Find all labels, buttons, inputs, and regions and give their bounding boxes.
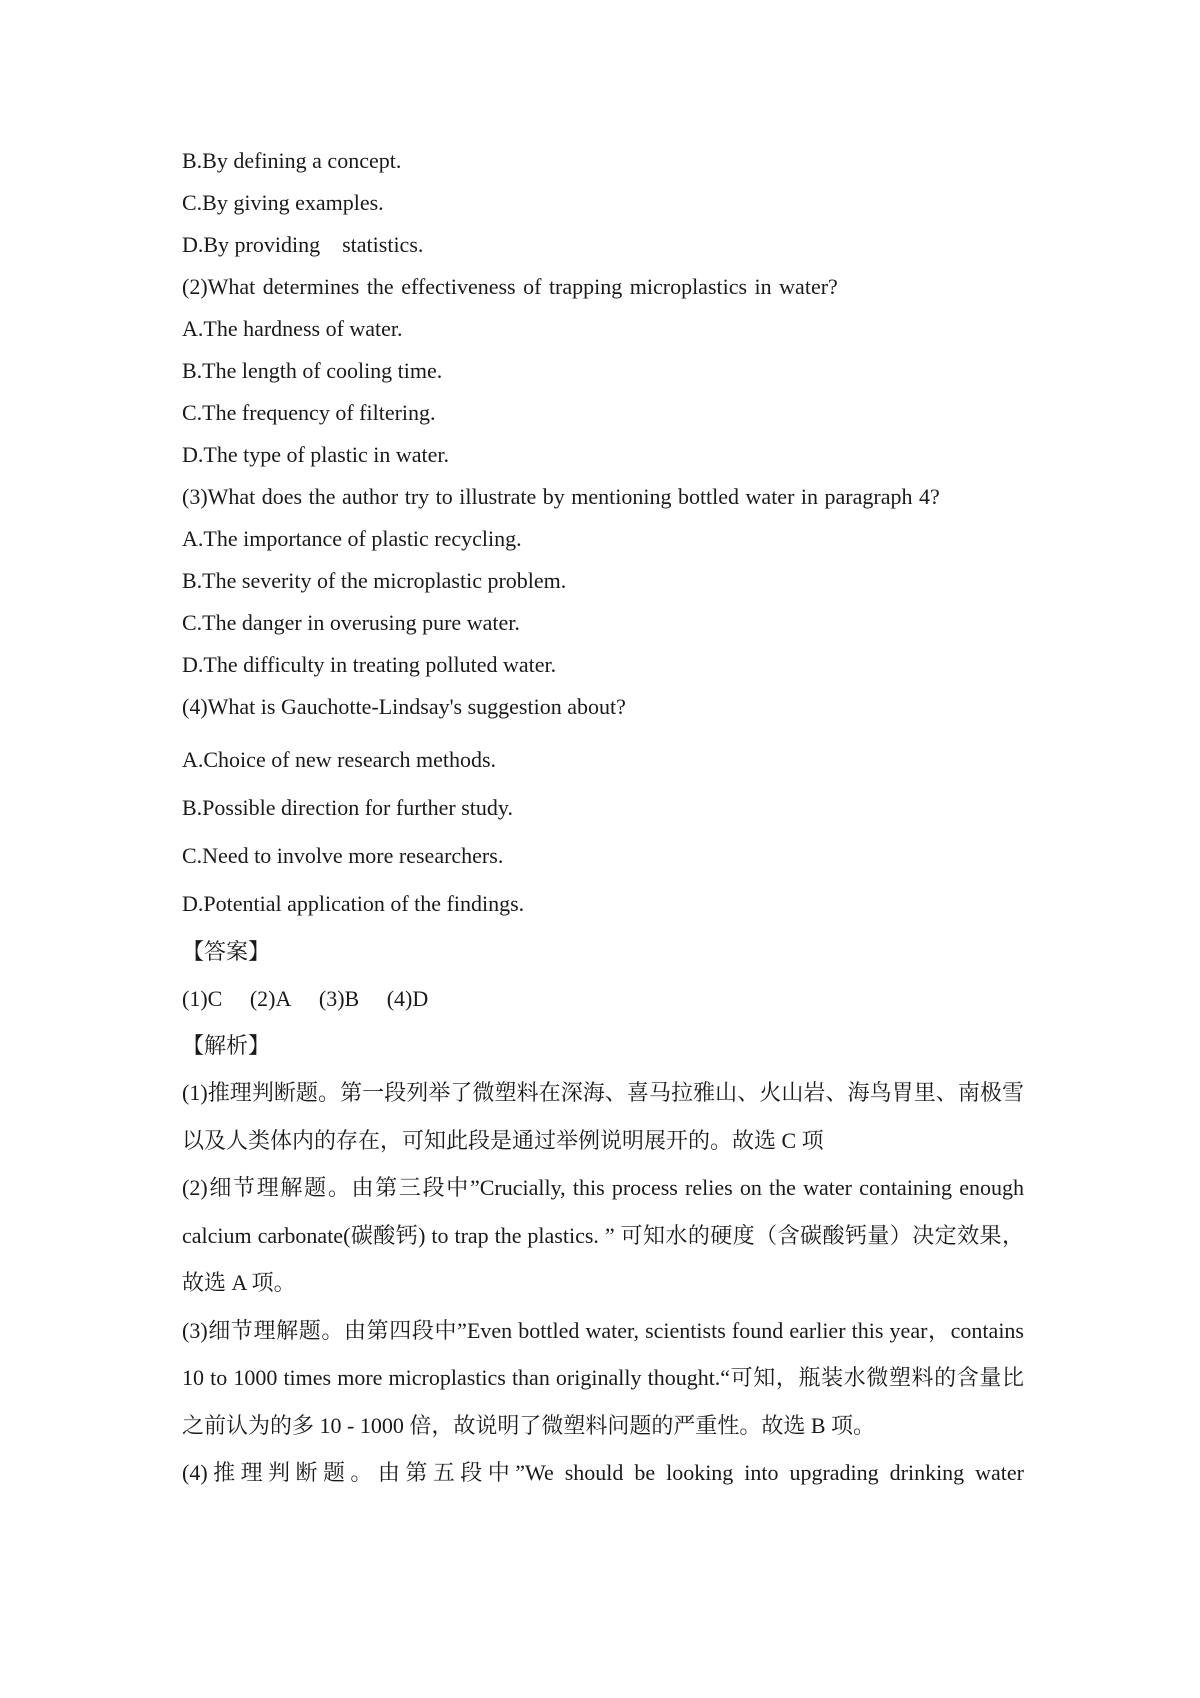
q2-option-b: B.The length of cooling time.	[182, 358, 443, 383]
answer-3: (3)B	[318, 986, 360, 1011]
q4-question: (4)What is Gauchotte-Lindsay's suggestion about?	[182, 694, 626, 719]
analysis-2: (2)细节理解题。由第三段中”Crucially, this process relies on the water containing enough calcium carbonate(碳酸钙) to trap the plastics. ” 可知水的硬度（含碳酸钙量）决定效果，故选 A 项。	[182, 1175, 1024, 1295]
q4-option-b: B.Possible direction for further study.	[182, 795, 513, 820]
analysis-heading: 【解析】	[182, 1033, 271, 1058]
q2-question: (2)What determines the effectiveness of trapping microplastics in water?	[182, 274, 838, 299]
answer-heading: 【答案】	[182, 939, 271, 964]
q2-option-d: D.The type of plastic in water.	[182, 442, 449, 467]
q1-option-c: C.By giving examples.	[182, 190, 384, 215]
q4-option-a: A.Choice of new research methods.	[182, 747, 497, 772]
analysis-1: (1)推理判断题。第一段列举了微塑料在深海、喜马拉雅山、火山岩、海鸟胃里、南极雪以及人类体内的存在，可知此段是通过举例说明展开的。故选 C 项	[182, 1080, 1024, 1153]
q1-option-d: D.By providing statistics.	[182, 232, 424, 257]
analysis-4: (4)推理判断题。由第五段中”We should be looking into upgrading drinking water	[182, 1460, 1024, 1485]
q3-option-c: C.The danger in overusing pure water.	[182, 610, 520, 635]
answer-2: (2)A	[249, 986, 292, 1011]
q3-question: (3)What does the author try to illustrate by mentioning bottled water in paragraph 4?	[182, 484, 940, 509]
q2-option-c: C.The frequency of filtering.	[182, 400, 436, 425]
analysis-3: (3)细节理解题。由第四段中”Even bottled water, scientists found earlier this year，contains 10 to 1000 times more microplastics than originally thought.“可知，瓶装水微塑料的含量比之前认为的多 10 - 1000 倍，故说明了微塑料问题的严重性。故选 B 项。	[182, 1317, 1024, 1438]
answer-1: (1)C	[182, 986, 223, 1011]
document-content	[182, 140, 1024, 1497]
q3-option-a: A.The importance of plastic recycling.	[182, 526, 522, 551]
answer-4: (4)D	[386, 986, 429, 1011]
q1-option-b: B.By defining a concept.	[182, 148, 402, 173]
q3-option-b: B.The severity of the microplastic problem.	[182, 568, 567, 593]
q3-option-d: D.The difficulty in treating polluted water.	[182, 652, 557, 677]
answer-list	[182, 975, 1024, 1022]
q2-option-a: A.The hardness of water.	[182, 316, 403, 341]
q4-option-c: C.Need to involve more researchers.	[182, 843, 504, 868]
q4-option-d: D.Potential application of the findings.	[182, 891, 525, 916]
